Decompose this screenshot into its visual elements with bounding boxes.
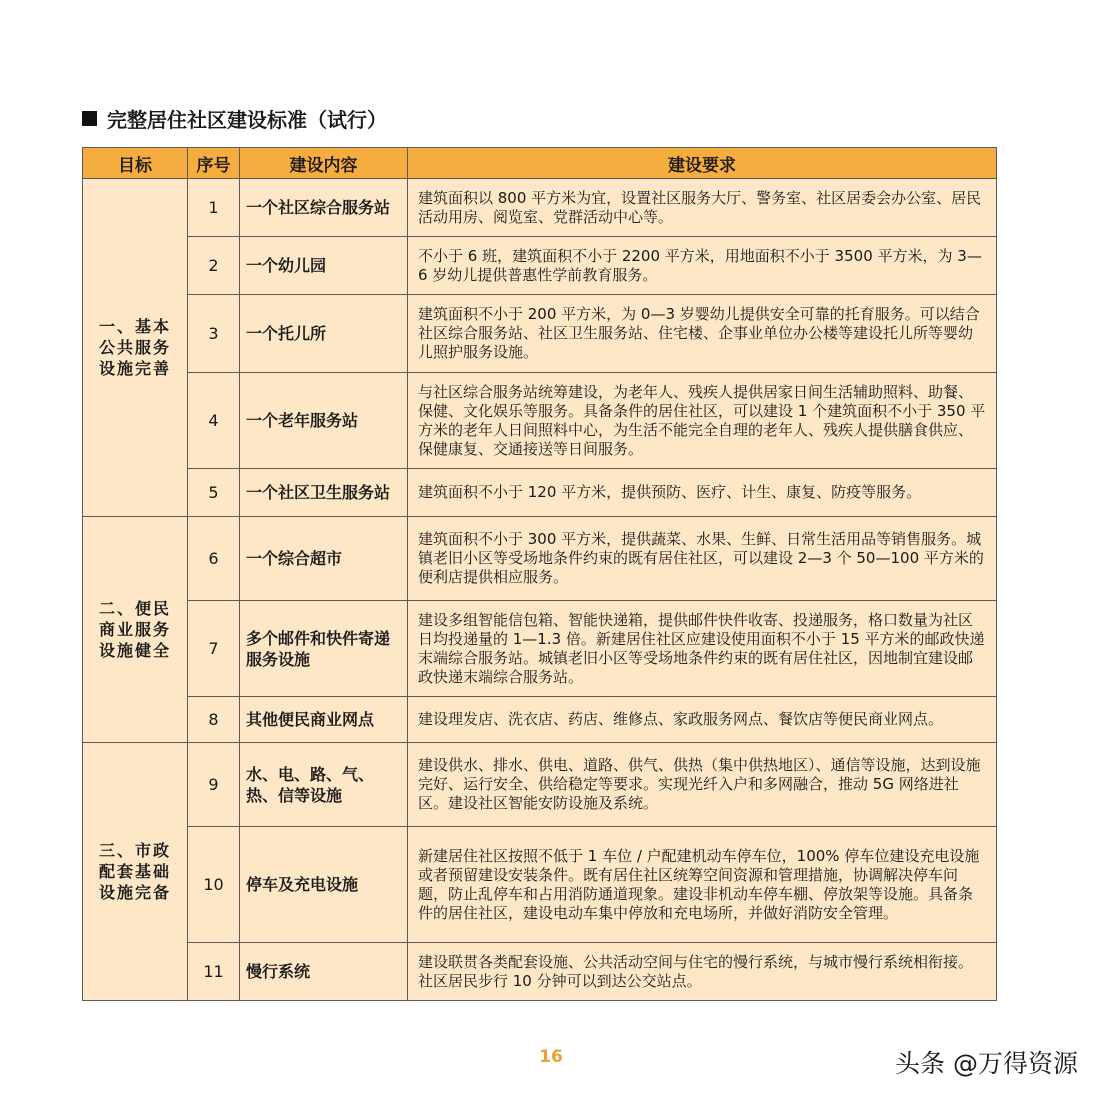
- table-row: [83, 743, 997, 827]
- row-content: 慢行系统: [240, 943, 408, 1001]
- standards-table: [82, 147, 997, 1001]
- row-content: 停车及充电设施: [240, 827, 408, 943]
- table-row: [83, 295, 997, 373]
- table-row: [83, 237, 997, 295]
- header-goal: 目标: [83, 148, 188, 179]
- table-row: [83, 517, 997, 601]
- table-row: [83, 469, 997, 517]
- table-row: [83, 373, 997, 469]
- table-row: [83, 179, 997, 237]
- row-num: 7: [188, 601, 240, 697]
- goal-cell-public-services: 一、基本公共服务设施完善: [83, 179, 188, 517]
- row-requirement: 建筑面积不小于 200 平方米，为 0—3 岁婴幼儿提供安全可靠的托育服务。可以结合社区综合服务站、社区卫生服务站、住宅楼、企事业单位办公楼等建设托儿所等婴幼儿照护服务设施。: [408, 295, 997, 373]
- table-row: [83, 601, 997, 697]
- row-num: 10: [188, 827, 240, 943]
- row-requirement: 建设联贯各类配套设施、公共活动空间与住宅的慢行系统，与城市慢行系统相衔接。社区居民步行 10 分钟可以到达公交站点。: [408, 943, 997, 1001]
- row-content: 一个社区综合服务站: [240, 179, 408, 237]
- row-requirement: 建筑面积不小于 120 平方米，提供预防、医疗、计生、康复、防疫等服务。: [408, 469, 997, 517]
- watermark: 头条 @万得资源: [895, 1049, 1078, 1078]
- goal-cell-municipal-facilities: 三、市政配套基础设施完备: [83, 743, 188, 1001]
- row-num: 9: [188, 743, 240, 827]
- row-num: 5: [188, 469, 240, 517]
- document-title-text: 完整居住社区建设标准（试行）: [107, 108, 387, 132]
- row-requirement: 建设理发店、洗衣店、药店、维修点、家政服务网点、餐饮店等便民商业网点。: [408, 697, 997, 743]
- row-content: 多个邮件和快件寄递服务设施: [240, 601, 408, 697]
- page-number: 16: [539, 1047, 563, 1067]
- header-req: 建设要求: [408, 148, 997, 179]
- row-content: 其他便民商业网点: [240, 697, 408, 743]
- title-square-icon: [82, 111, 97, 126]
- row-requirement: 建筑面积以 800 平方米为宜，设置社区服务大厅、警务室、社区居委会办公室、居民活动用房、阅览室、党群活动中心等。: [408, 179, 997, 237]
- table-row: [83, 827, 997, 943]
- row-num: 3: [188, 295, 240, 373]
- row-requirement: 建设多组智能信包箱、智能快递箱，提供邮件快件收寄、投递服务，格口数量为社区日均投递量的 1—1.3 倍。新建居住社区应建设使用面积不小于 15 平方米的邮政快递末端综合服务站。城镇老旧小区等受场地条件约束的既有居住社区，因地制宜建设邮政快递末端综合服务站。: [408, 601, 997, 697]
- table-row: [83, 697, 997, 743]
- row-requirement: 与社区综合服务站统筹建设，为老年人、残疾人提供居家日间生活辅助照料、助餐、保健、文化娱乐等服务。具备条件的居住社区，可以建设 1 个建筑面积不小于 350 平方米的老年人日间照料中心，为生活不能完全自理的老年人、残疾人提供膳食供应、保健康复、交通接送等日间服务。: [408, 373, 997, 469]
- row-content: 一个综合超市: [240, 517, 408, 601]
- row-num: 6: [188, 517, 240, 601]
- row-content: 一个老年服务站: [240, 373, 408, 469]
- table-header-row: [83, 148, 997, 179]
- row-requirement: 建筑面积不小于 300 平方米，提供蔬菜、水果、生鲜、日常生活用品等销售服务。城镇老旧小区等受场地条件约束的既有居住社区，可以建设 2—3 个 50—100 平方米的便利店提供相应服务。: [408, 517, 997, 601]
- row-content: 一个社区卫生服务站: [240, 469, 408, 517]
- row-content: 一个托儿所: [240, 295, 408, 373]
- row-num: 1: [188, 179, 240, 237]
- row-num: 2: [188, 237, 240, 295]
- header-num: 序号: [188, 148, 240, 179]
- row-requirement: 新建居住社区按照不低于 1 车位 / 户配建机动车停车位，100% 停车位建设充电设施或者预留建设安装条件。既有居住社区统筹空间资源和管理措施，协调解决停车问题，防止乱停车和占用消防通道现象。建设非机动车停车棚、停放架等设施。具备条件的居住社区，建设电动车集中停放和充电场所，并做好消防安全管理。: [408, 827, 997, 943]
- goal-cell-commercial-services: 二、便民商业服务设施健全: [83, 517, 188, 743]
- header-content: 建设内容: [240, 148, 408, 179]
- row-requirement: 不小于 6 班，建筑面积不小于 2200 平方米，用地面积不小于 3500 平方米，为 3—6 岁幼儿提供普惠性学前教育服务。: [408, 237, 997, 295]
- row-num: 4: [188, 373, 240, 469]
- row-content: 水、电、路、气、热、信等设施: [240, 743, 408, 827]
- document-title: [82, 104, 387, 133]
- row-content: 一个幼儿园: [240, 237, 408, 295]
- table-row: [83, 943, 997, 1001]
- row-num: 8: [188, 697, 240, 743]
- row-requirement: 建设供水、排水、供电、道路、供气、供热（集中供热地区）、通信等设施，达到设施完好、运行安全、供给稳定等要求。实现光纤入户和多网融合，推动 5G 网络进社区。建设社区智能安防设施及系统。: [408, 743, 997, 827]
- row-num: 11: [188, 943, 240, 1001]
